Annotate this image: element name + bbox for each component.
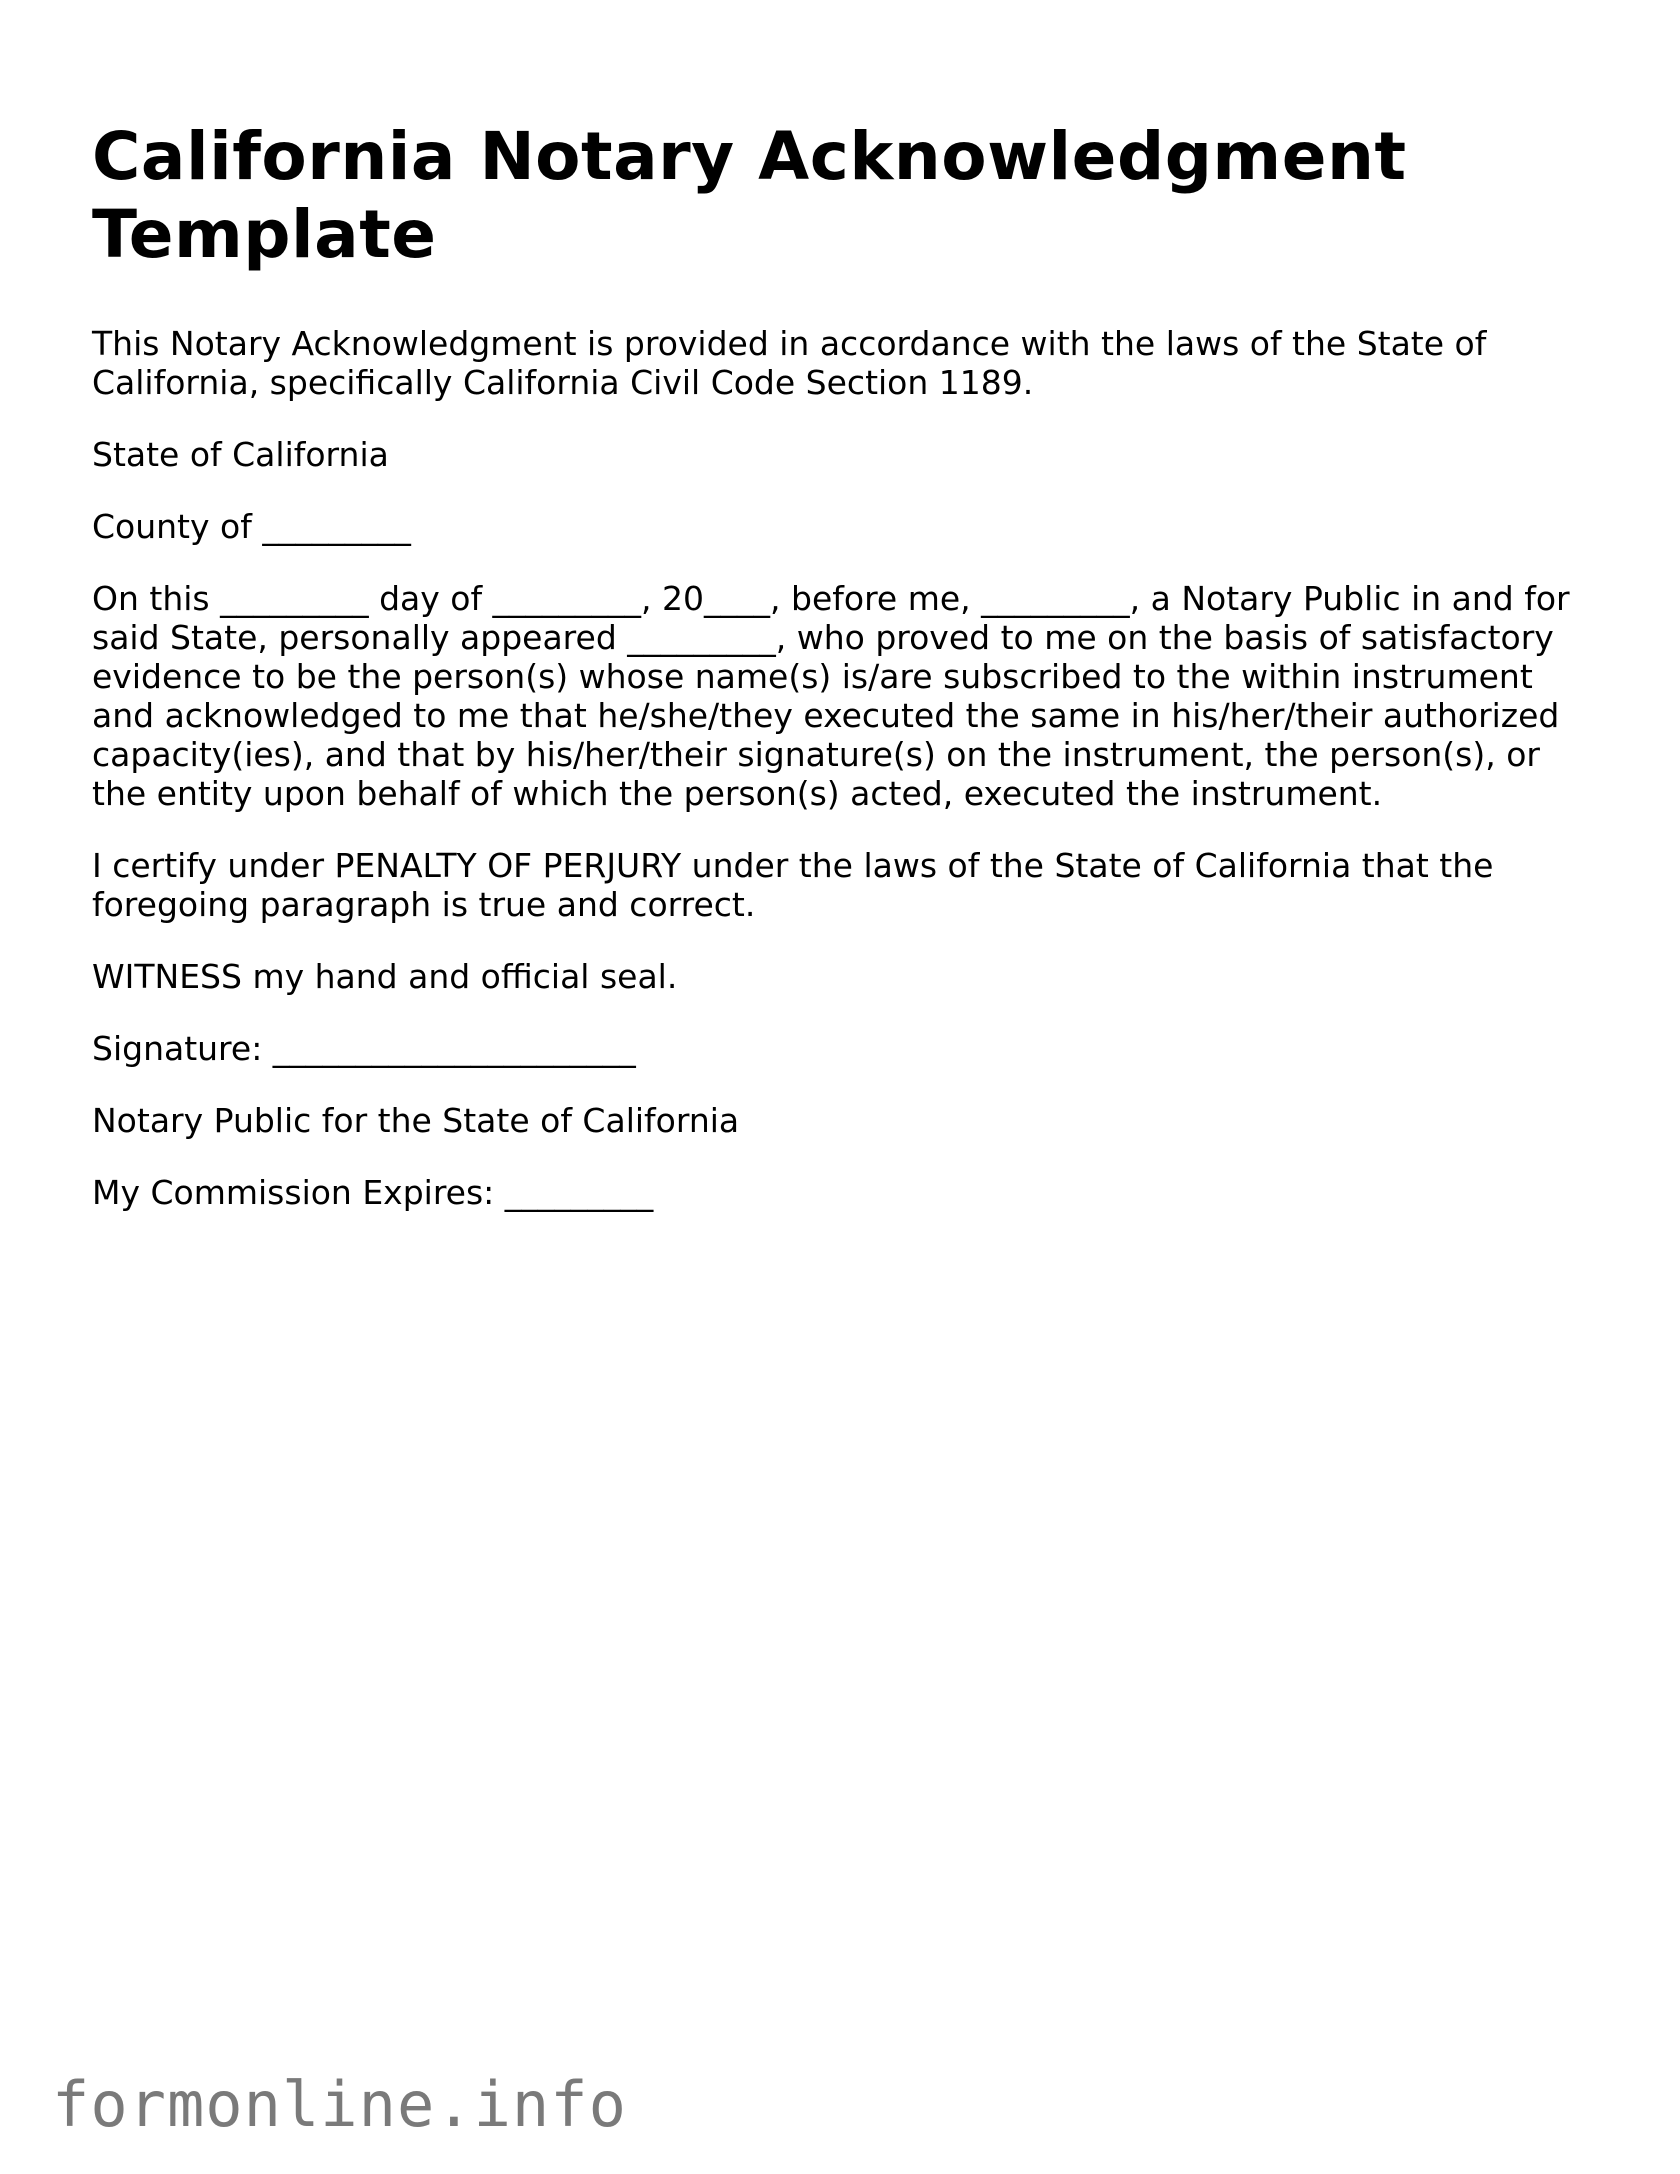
signature-line: Signature: ______________________ xyxy=(92,1029,636,1068)
commission-expires-line: My Commission Expires: _________ xyxy=(92,1173,654,1212)
document-title: California Notary Acknowledgment Template xyxy=(92,118,1407,273)
document-page xyxy=(92,118,1592,1245)
witness-line: WITNESS my hand and official seal. xyxy=(92,957,678,996)
intro-paragraph: This Notary Acknowledgment is provided in accordance with the laws of the State of California, specifically California Civil Code Section 1189. xyxy=(92,324,1487,402)
acknowledgment-paragraph: On this _________ day of _________, 20____, before me, _________, a Notary Public in and for said State, personally appeared _________, who proved to me on the basis of satisfactory evidence to be the person(s) whose name(s) is/are subscribed to the within instrument and acknowledged to me that he/she/they executed the same in his/her/their authorized capacity(ies), and that by his/her/their signature(s) on the instrument, the person(s), or the entity upon behalf of which the person(s) acted, executed the instrument. xyxy=(92,579,1570,813)
notary-public-line: Notary Public for the State of California xyxy=(92,1101,740,1140)
certification-paragraph: I certify under PENALTY OF PERJURY under the laws of the State of California that the foregoing paragraph is true and correct. xyxy=(92,846,1494,924)
county-line: County of _________ xyxy=(92,507,411,546)
state-line: State of California xyxy=(92,435,389,474)
watermark: formonline.info xyxy=(52,2068,627,2141)
